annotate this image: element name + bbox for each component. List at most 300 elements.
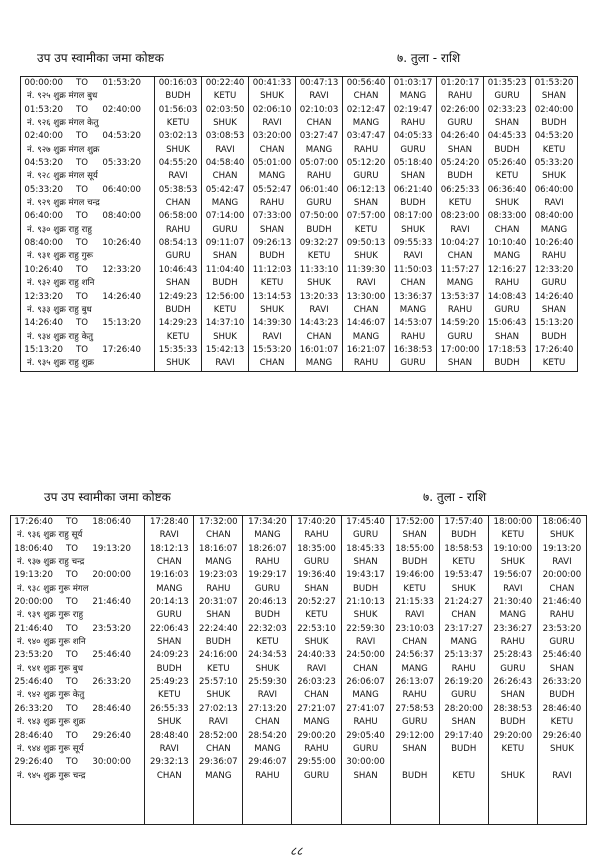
time-cell: 05:01:00 <box>252 158 292 169</box>
time-cell: 09:32:27 <box>299 238 339 249</box>
planet-cell: RAVI <box>309 91 329 102</box>
planet-column <box>202 77 249 372</box>
time-range <box>21 77 154 90</box>
range-start: 18:06:40 <box>14 543 53 554</box>
time-cell: 20:14:13 <box>149 597 189 608</box>
range-end: 20:00:00 <box>92 570 131 581</box>
planet-cell: MANG <box>499 610 526 621</box>
planet-cell: SHAN <box>402 530 427 541</box>
planet-cell: CHAN <box>259 144 285 155</box>
planet-column <box>292 516 341 825</box>
time-cell: 01:56:03 <box>158 104 198 115</box>
time-cell: 15:06:43 <box>487 318 527 329</box>
planet-cell: BUDH <box>549 690 575 701</box>
range-end: 02:40:00 <box>102 104 141 115</box>
time-cell: 13:20:33 <box>299 291 339 302</box>
time-range <box>11 516 144 529</box>
planet-cell: BUDH <box>306 224 332 235</box>
time-cell: 12:56:00 <box>205 291 245 302</box>
time-cell: 19:43:17 <box>346 570 385 581</box>
range-column <box>21 77 155 372</box>
planet-cell: RAVI <box>262 331 282 342</box>
time-cell: 08:23:00 <box>440 211 480 222</box>
time-cell: 30:00:00 <box>346 757 385 768</box>
planet-cell: GURU <box>541 278 567 289</box>
planet-cell: RAHU <box>400 118 426 129</box>
time-cell: 19:46:00 <box>395 570 434 581</box>
planet-cell: MANG <box>211 198 239 209</box>
time-cell: 27:13:20 <box>248 703 287 714</box>
time-cell: 14:08:43 <box>487 291 527 302</box>
planet-cell: CHAN <box>259 358 285 369</box>
range-to: TO <box>65 623 78 634</box>
planet-cell: RAVI <box>215 358 235 369</box>
time-cell: 26:33:20 <box>542 677 582 688</box>
time-range <box>11 623 144 636</box>
planet-cell: GURU <box>352 743 379 754</box>
planet-cell: RAVI <box>355 637 376 648</box>
time-cell: 10:10:40 <box>487 238 527 249</box>
time-cell: 27:58:53 <box>395 703 434 714</box>
planet-cell: CHAN <box>205 530 231 541</box>
planet-cell: KETU <box>452 770 476 781</box>
planet-cell: MANG <box>493 251 521 262</box>
time-cell: 03:02:13 <box>158 131 198 142</box>
planet-cell: MANG <box>352 118 380 129</box>
time-range <box>21 157 154 170</box>
planet-cell: KETU <box>166 331 190 342</box>
planet-cell: SHUK <box>354 251 378 262</box>
planet-cell: KETU <box>354 224 378 235</box>
planet-cell: BUDH <box>212 278 238 289</box>
range-start: 17:26:40 <box>14 517 53 527</box>
time-cell: 11:57:27 <box>440 264 480 275</box>
time-cell: 26:06:07 <box>346 677 385 688</box>
time-cell: 21:30:40 <box>493 597 533 608</box>
planet-cell: MANG <box>156 583 183 594</box>
ephemeris-table <box>20 76 578 372</box>
range-to: TO <box>65 570 78 581</box>
planet-cell: GURU <box>353 171 379 182</box>
time-cell: 14:53:07 <box>393 318 433 329</box>
time-cell: 02:26:00 <box>440 104 480 115</box>
time-cell: 22:53:10 <box>297 623 336 634</box>
time-cell: 20:46:13 <box>248 597 287 608</box>
planet-cell: BUDH <box>259 251 285 262</box>
time-cell: 01:03:17 <box>393 78 433 88</box>
planet-cell: SHAN <box>447 144 473 155</box>
planet-cell: RAHU <box>165 224 191 235</box>
time-cell: 05:33:20 <box>534 158 574 169</box>
time-cell: 24:56:37 <box>395 650 434 661</box>
time-cell: 06:58:00 <box>158 211 198 222</box>
planet-cell: MANG <box>352 331 380 342</box>
time-cell: 23:53:20 <box>542 623 582 634</box>
time-cell: 22:06:43 <box>149 623 189 634</box>
row-label: नं. ९२६ शुक्र मंगल केतु <box>27 118 99 129</box>
planet-cell: RAHU <box>259 198 285 209</box>
planet-cell: GURU <box>500 663 526 674</box>
planet-cell: RAHU <box>306 171 332 182</box>
planet-cell: SHAN <box>353 770 378 781</box>
planet-cell: MANG <box>401 663 428 674</box>
time-cell: 21:15:33 <box>395 597 434 608</box>
time-range <box>21 184 154 197</box>
time-cell: 02:10:03 <box>299 104 339 115</box>
section-title-left: उप उप स्वामीका जमा कोष्टक <box>37 51 164 65</box>
range-end: 06:40:00 <box>102 184 141 195</box>
range-end: 15:13:20 <box>102 318 141 329</box>
time-cell: 20:00:00 <box>542 570 582 581</box>
time-cell: 03:08:53 <box>205 131 245 142</box>
range-start: 06:40:00 <box>24 211 63 222</box>
time-cell: 04:45:33 <box>487 131 527 142</box>
range-start: 10:26:40 <box>24 264 63 275</box>
planet-cell: CHAN <box>306 331 332 342</box>
time-cell: 04:53:20 <box>534 131 574 142</box>
time-cell: 23:10:03 <box>395 623 434 634</box>
time-cell: 10:26:40 <box>534 238 574 249</box>
planet-cell: SHUK <box>451 583 476 594</box>
row-label: नं. ९३४ शुक्र राहु केतु <box>27 331 94 342</box>
planet-cell: BUDH <box>451 743 477 754</box>
planet-cell: GURU <box>400 144 426 155</box>
time-cell: 22:24:40 <box>199 623 238 634</box>
planet-cell: GURU <box>306 198 332 209</box>
planet-cell: KETU <box>501 743 525 754</box>
time-cell: 01:35:23 <box>487 78 527 88</box>
time-cell: 06:21:40 <box>393 184 433 195</box>
time-cell: 17:00:00 <box>440 344 480 355</box>
planet-column <box>439 516 488 825</box>
planet-cell: RAVI <box>450 224 470 235</box>
time-cell: 09:55:33 <box>393 238 433 249</box>
time-cell: 20:52:27 <box>297 597 336 608</box>
time-cell: 29:55:00 <box>297 757 336 768</box>
planet-cell: BUDH <box>541 331 567 342</box>
planet-cell: RAVI <box>159 530 179 541</box>
range-to: TO <box>65 757 78 768</box>
range-start: 04:53:20 <box>24 158 63 169</box>
range-end: 12:33:20 <box>102 264 141 275</box>
time-cell: 16:01:07 <box>299 344 339 355</box>
planet-cell: RAHU <box>447 91 473 102</box>
time-cell: 08:40:00 <box>534 211 574 222</box>
planet-cell: SHUK <box>213 118 237 129</box>
range-to: TO <box>65 703 78 714</box>
time-cell: 21:24:27 <box>444 597 484 608</box>
time-cell: 26:55:33 <box>149 703 189 714</box>
range-end: 04:53:20 <box>102 131 141 142</box>
planet-cell: GURU <box>451 690 477 701</box>
planet-cell: MANG <box>446 278 474 289</box>
planet-cell: GURU <box>303 770 330 781</box>
time-cell: 28:20:00 <box>444 703 484 714</box>
planet-cell: RAHU <box>451 663 476 674</box>
time-cell: 27:02:13 <box>199 703 238 714</box>
time-cell: 15:53:20 <box>252 344 292 355</box>
planet-cell: RAHU <box>549 610 575 621</box>
time-cell: 18:55:00 <box>395 543 434 554</box>
planet-cell: SHUK <box>550 530 574 541</box>
time-cell: 14:59:20 <box>440 318 480 329</box>
time-cell: 00:41:33 <box>252 78 292 88</box>
time-cell: 29:32:13 <box>149 757 189 768</box>
planet-cell: SHAN <box>206 610 231 621</box>
planet-cell: SHUK <box>304 637 329 648</box>
planet-cell: KETU <box>452 557 476 568</box>
planet-cell: BUDH <box>165 91 191 102</box>
planet-cell: KETU <box>495 171 519 182</box>
range-end: 21:46:40 <box>92 597 131 608</box>
planet-cell: GURU <box>402 717 428 728</box>
time-cell: 13:30:00 <box>346 291 386 302</box>
time-cell: 09:11:07 <box>205 238 245 249</box>
time-cell: 05:38:53 <box>158 184 198 195</box>
planet-cell: GURU <box>212 224 238 235</box>
planet-column <box>296 77 343 372</box>
planet-cell: GURU <box>156 610 182 621</box>
planet-cell: CHAN <box>549 583 575 594</box>
time-cell: 20:31:07 <box>199 597 238 608</box>
planet-cell: BUDH <box>447 171 473 182</box>
range-end: 29:26:40 <box>92 730 131 741</box>
range-start: 15:13:20 <box>24 344 63 355</box>
row-label: नं. ९२५ शुक्र मंगल बुध <box>27 91 98 102</box>
planet-cell: BUDH <box>254 610 281 621</box>
planet-cell: SHUK <box>166 144 190 155</box>
planet-cell: SHAN <box>500 690 525 701</box>
planet-cell: SHUK <box>213 331 237 342</box>
range-start: 29:26:40 <box>14 757 53 768</box>
time-cell: 08:33:00 <box>487 211 527 222</box>
planet-cell: RAVI <box>257 690 278 701</box>
planet-cell: RAHU <box>402 690 427 701</box>
range-start: 08:40:00 <box>24 238 63 249</box>
planet-cell: KETU <box>542 144 566 155</box>
time-cell: 14:26:40 <box>534 291 574 302</box>
time-range <box>11 730 144 743</box>
planet-column <box>194 516 243 825</box>
planet-cell: SHUK <box>260 91 284 102</box>
time-cell: 22:32:03 <box>248 623 287 634</box>
range-to: TO <box>75 264 88 275</box>
ephemeris-table <box>10 515 587 825</box>
row-label: नं. ९२८ शुक्र मंगल सूर्य <box>27 171 98 182</box>
planet-cell: SHAN <box>353 557 378 568</box>
planet-cell: GURU <box>549 637 575 648</box>
time-range <box>21 291 154 304</box>
planet-cell: RAHU <box>304 530 329 541</box>
time-cell: 09:26:13 <box>252 238 292 249</box>
planet-cell: KETU <box>157 690 181 701</box>
time-cell: 02:19:47 <box>393 104 433 115</box>
range-to: TO <box>65 730 78 741</box>
planet-column <box>390 77 437 372</box>
planet-cell: RAHU <box>494 278 520 289</box>
planet-cell: RAVI <box>552 557 572 568</box>
time-cell: 09:50:13 <box>346 238 386 249</box>
time-cell: 03:20:00 <box>252 131 292 142</box>
planet-cell: SHAN <box>304 583 329 594</box>
planet-cell: RAVI <box>262 118 282 129</box>
planet-cell: MANG <box>254 530 281 541</box>
planet-cell: BUDH <box>494 144 520 155</box>
range-end: 30:00:00 <box>92 757 131 768</box>
time-cell: 28:38:53 <box>493 703 533 714</box>
planet-cell: GURU <box>303 557 330 568</box>
planet-cell: SHAN <box>494 331 520 342</box>
row-label: नं. ९४० शुक्र गुरू शनि <box>17 637 86 648</box>
time-cell <box>538 756 586 769</box>
time-cell: 14:37:10 <box>205 318 245 329</box>
planet-cell: BUDH <box>352 583 379 594</box>
time-cell: 17:18:53 <box>487 344 527 355</box>
planet-cell: MANG <box>258 171 286 182</box>
planet-cell: KETU <box>213 91 237 102</box>
range-start: 01:53:20 <box>24 104 63 115</box>
planet-cell: GURU <box>494 304 520 315</box>
planet-cell: SHAN <box>165 278 191 289</box>
range-start: 21:46:40 <box>14 623 53 634</box>
time-cell: 21:10:13 <box>346 597 385 608</box>
time-cell: 28:54:20 <box>248 730 287 741</box>
range-end: 10:26:40 <box>102 238 141 249</box>
time-cell: 17:28:40 <box>149 517 189 527</box>
time-range <box>11 649 144 662</box>
time-cell: 23:17:27 <box>444 623 484 634</box>
planet-cell: CHAN <box>494 224 520 235</box>
range-start: 00:00:00 <box>24 78 63 88</box>
time-cell: 28:48:40 <box>149 730 189 741</box>
range-to: TO <box>75 131 88 142</box>
time-cell: 12:49:23 <box>158 291 198 302</box>
planet-cell: MANG <box>540 224 568 235</box>
planet-cell: CHAN <box>205 743 231 754</box>
planet-cell: MANG <box>205 770 232 781</box>
planet-cell: RAVI <box>503 583 523 594</box>
time-cell: 29:05:40 <box>346 730 385 741</box>
range-column <box>11 516 145 825</box>
time-cell: 15:13:20 <box>534 318 574 329</box>
planet-cell: CHAN <box>156 770 182 781</box>
planet-cell: RAVI <box>208 717 229 728</box>
planet-cell: RAVI <box>306 663 327 674</box>
planet-cell: MANG <box>303 717 330 728</box>
range-to: TO <box>75 104 88 115</box>
planet-cell: KETU <box>256 637 279 648</box>
time-cell: 19:13:20 <box>542 543 582 554</box>
section-title-left: उप उप स्वामीका जमा कोष्टक <box>44 490 171 504</box>
time-cell: 29:36:07 <box>199 757 238 768</box>
time-cell: 02:03:50 <box>205 104 245 115</box>
range-to: TO <box>75 238 88 249</box>
time-cell: 29:00:20 <box>297 730 336 741</box>
planet-cell: CHAN <box>156 557 182 568</box>
planet-cell: KETU <box>260 278 284 289</box>
planet-cell: RAVI <box>552 770 572 781</box>
time-cell: 07:14:00 <box>205 211 245 222</box>
time-cell: 13:36:37 <box>393 291 433 302</box>
planet-cell: BUDH <box>500 717 526 728</box>
planet-cell: RAVI <box>403 251 423 262</box>
planet-column <box>145 516 194 825</box>
time-cell: 18:58:53 <box>444 543 484 554</box>
planet-cell: KETU <box>403 583 426 594</box>
row-label: नं. ९३८ शुक्र गुरू मंगल <box>17 583 89 594</box>
time-cell: 05:18:40 <box>393 158 433 169</box>
time-cell: 06:12:13 <box>346 184 386 195</box>
time-cell: 05:52:47 <box>252 184 292 195</box>
planet-cell: KETU <box>448 198 472 209</box>
planet-cell: SHAN <box>494 118 520 129</box>
time-cell: 13:53:37 <box>440 291 480 302</box>
planet-cell: GURU <box>494 91 520 102</box>
time-cell: 06:25:33 <box>440 184 480 195</box>
planet-cell: SHUK <box>550 743 574 754</box>
planet-cell: GURU <box>352 530 379 541</box>
planet-cell: SHAN <box>549 663 575 674</box>
time-cell: 05:26:40 <box>487 158 527 169</box>
time-cell: 11:33:10 <box>299 264 339 275</box>
planet-cell: MANG <box>254 743 281 754</box>
range-start: 20:00:00 <box>14 597 53 608</box>
time-cell: 19:29:17 <box>248 570 287 581</box>
planet-cell: RAHU <box>255 770 280 781</box>
time-cell: 19:10:00 <box>493 543 533 554</box>
time-cell: 23:36:27 <box>493 623 533 634</box>
planet-cell: CHAN <box>353 663 378 674</box>
range-to: TO <box>75 158 88 169</box>
planet-cell: MANG <box>399 91 427 102</box>
planet-cell: SHAN <box>400 171 426 182</box>
range-start: 02:40:00 <box>24 131 63 142</box>
time-cell: 00:47:13 <box>299 78 339 88</box>
time-cell: 02:33:23 <box>487 104 527 115</box>
planet-cell: SHUK <box>500 770 525 781</box>
time-cell: 18:45:33 <box>346 543 385 554</box>
planet-cell: KETU <box>166 118 190 129</box>
range-to: TO <box>65 597 78 608</box>
planet-cell: CHAN <box>353 304 379 315</box>
time-cell: 24:16:00 <box>199 650 238 661</box>
time-cell: 05:24:20 <box>440 158 480 169</box>
planet-cell: RAVI <box>404 610 425 621</box>
planet-cell: GURU <box>447 331 473 342</box>
time-cell: 02:12:47 <box>346 104 386 115</box>
time-cell: 29:46:07 <box>248 757 287 768</box>
time-cell: 08:17:00 <box>393 211 433 222</box>
planet-cell: SHAN <box>541 304 567 315</box>
time-cell: 26:19:20 <box>444 677 484 688</box>
time-cell: 00:56:40 <box>346 78 386 88</box>
time-cell: 11:50:03 <box>393 264 433 275</box>
time-cell: 06:40:00 <box>534 184 574 195</box>
range-end: 08:40:00 <box>102 211 141 222</box>
planet-cell: MANG <box>450 637 477 648</box>
planet-cell: RAHU <box>353 358 379 369</box>
time-cell: 05:42:47 <box>205 184 245 195</box>
planet-cell: CHAN <box>255 717 280 728</box>
time-cell: 03:27:47 <box>299 131 339 142</box>
range-end: 25:46:40 <box>92 650 131 661</box>
row-label: नं. ९३३ शुक्र राहु बुध <box>27 304 92 315</box>
range-to: TO <box>65 650 78 661</box>
planet-cell: SHAN <box>353 198 379 209</box>
planet-cell: BUDH <box>400 198 426 209</box>
planet-cell: RAVI <box>356 278 376 289</box>
time-cell: 06:01:40 <box>299 184 339 195</box>
